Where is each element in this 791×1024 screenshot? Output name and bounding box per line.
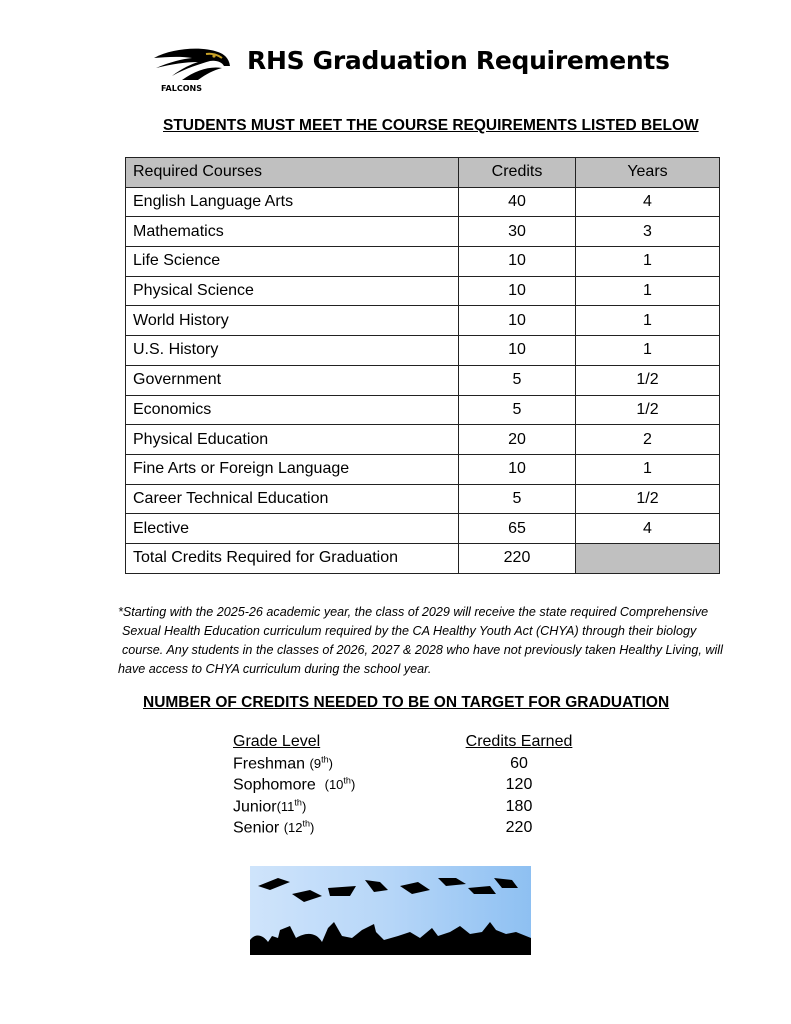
table-row — [126, 514, 720, 544]
footnote-line: Sexual Health Education curriculum required by the CA Healthy Youth Act (CHYA) through their biology — [122, 624, 697, 638]
course-name: Physical Education — [126, 425, 459, 455]
course-years: 1 — [576, 306, 720, 336]
table-row — [126, 365, 720, 395]
footnote-line: have access to CHYA curriculum during the school year. — [118, 662, 432, 676]
course-credits: 20 — [459, 425, 576, 455]
grade-name: Senior — [233, 819, 280, 837]
course-credits: 10 — [459, 276, 576, 306]
total-label: Total Credits Required for Graduation — [126, 543, 459, 573]
course-years: 2 — [576, 425, 720, 455]
grade-suffix: th — [321, 754, 329, 765]
course-name: Mathematics — [126, 217, 459, 247]
table-row — [126, 336, 720, 366]
footnote-line: course. Any students in the classes of 2026, 2027 & 2028 who have not previously taken Healthy Living, will — [122, 643, 723, 657]
grade-credits: 180 — [505, 797, 533, 815]
grade-number: 11 — [280, 798, 295, 814]
course-credits: 65 — [459, 514, 576, 544]
course-credits: 10 — [459, 336, 576, 366]
credits-target-list — [233, 733, 633, 841]
course-years: 1 — [576, 454, 720, 484]
page-header — [150, 40, 670, 95]
column-header-years: Years — [576, 158, 720, 188]
requirements-heading: STUDENTS MUST MEET THE COURSE REQUIREMENTS LISTED BELOW — [163, 117, 699, 134]
course-name: Fine Arts or Foreign Language — [126, 454, 459, 484]
course-years: 1 — [576, 247, 720, 277]
grade-name: Junior — [233, 797, 277, 815]
credits-earned-header: Credits Earned — [465, 733, 573, 750]
course-name: U.S. History — [126, 336, 459, 366]
table-row — [126, 187, 720, 217]
course-name: World History — [126, 306, 459, 336]
credits-target-header — [233, 733, 633, 755]
course-name: English Language Arts — [126, 187, 459, 217]
grade-row: Junior(11th) 180 — [233, 798, 633, 820]
grade-suffix: th — [302, 819, 311, 829]
total-row — [126, 543, 720, 573]
course-credits: 5 — [459, 484, 576, 514]
course-name: Life Science — [126, 247, 459, 277]
graduation-caps-icon — [250, 866, 531, 955]
grade-row: Freshman (9th) 60 — [233, 755, 633, 777]
course-name: Career Technical Education — [126, 484, 459, 514]
grade-number: 12 — [288, 820, 303, 836]
column-header-credits: Credits — [459, 158, 576, 188]
course-years: 1/2 — [576, 484, 720, 514]
course-credits: 5 — [459, 395, 576, 425]
course-years: 1 — [576, 336, 720, 366]
grade-number: 9 — [313, 755, 322, 771]
footnote-line: *Starting with the 2025-26 academic year, the class of 2029 will receive the state required Comprehensive — [118, 605, 709, 619]
table-row — [126, 217, 720, 247]
course-credits: 30 — [459, 217, 576, 247]
total-years-empty — [576, 543, 720, 573]
course-credits: 5 — [459, 365, 576, 395]
course-years: 4 — [576, 514, 720, 544]
table-row — [126, 306, 720, 336]
table-row — [126, 425, 720, 455]
course-name: Government — [126, 365, 459, 395]
grade-suffix: th — [343, 776, 351, 786]
course-years: 3 — [576, 217, 720, 247]
course-name: Economics — [126, 395, 459, 425]
table-row — [126, 247, 720, 277]
grade-credits: 220 — [505, 819, 533, 836]
svg-text:FALCONS: FALCONS — [161, 84, 202, 93]
grade-row: Sophomore (10th) 120 — [233, 776, 633, 798]
grade-row: Senior (12th) 220 — [233, 819, 633, 841]
course-credits: 40 — [459, 187, 576, 217]
requirements-table — [125, 157, 720, 574]
credits-target-heading: NUMBER OF CREDITS NEEDED TO BE ON TARGET FOR GRADUATION — [143, 694, 670, 711]
table-row — [126, 484, 720, 514]
grade-number: 10 — [328, 777, 344, 793]
grade-credits: 60 — [510, 754, 528, 772]
course-credits: 10 — [459, 247, 576, 277]
total-credits: 220 — [459, 543, 576, 573]
grade-level-header: Grade Level — [233, 733, 321, 750]
table-row — [126, 276, 720, 306]
grade-name: Sophomore — [233, 776, 316, 794]
course-name: Physical Science — [126, 276, 459, 306]
course-credits: 10 — [459, 454, 576, 484]
chya-footnote — [118, 603, 748, 679]
table-row — [126, 395, 720, 425]
course-name: Elective — [126, 514, 459, 544]
course-years: 1/2 — [576, 395, 720, 425]
graduation-banner-image — [250, 866, 531, 955]
table-header-row — [126, 158, 720, 188]
grade-suffix: th — [294, 797, 302, 808]
course-years: 1 — [576, 276, 720, 306]
grade-name: Freshman — [233, 754, 306, 772]
falcon-logo-icon — [152, 44, 232, 94]
table-row — [126, 454, 720, 484]
page-title: RHS Graduation Requirements — [247, 46, 670, 75]
course-years: 4 — [576, 187, 720, 217]
course-years: 1/2 — [576, 365, 720, 395]
course-credits: 10 — [459, 306, 576, 336]
column-header-courses: Required Courses — [126, 158, 459, 188]
grade-credits: 120 — [505, 776, 533, 793]
